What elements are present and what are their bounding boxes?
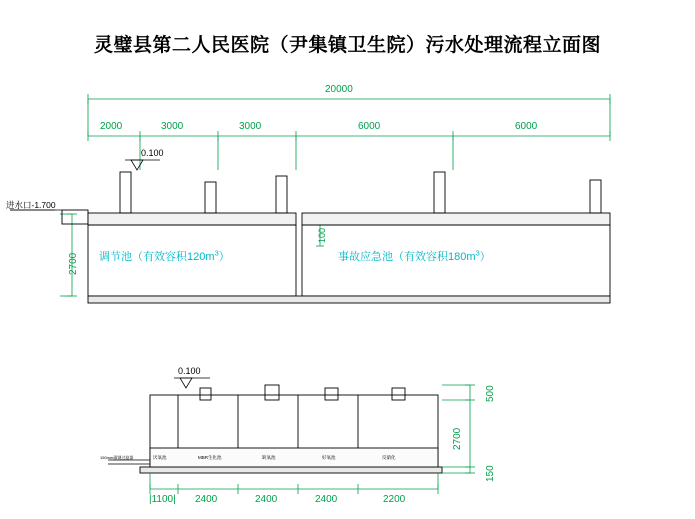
elevation-top-level-symbol [125, 160, 160, 170]
dim-seg-3: 3000 [239, 121, 262, 132]
lower-dim-4: 2200 [383, 494, 406, 505]
dim-wall-100: 100 [317, 227, 327, 243]
dim-seg-1: 2000 [100, 121, 123, 132]
lower-dim-0-text: 1100 [151, 494, 174, 505]
tank-label-emergency [338, 248, 491, 264]
tank-label-adjust-text: 调节池（有效容积120m [99, 251, 215, 263]
lower-vdim-500: 500 [485, 385, 496, 402]
lower-top-level-symbol [174, 378, 210, 388]
dim-seg-5: 6000 [515, 121, 538, 132]
elevation-dimension-lines [88, 94, 610, 170]
dim-seg-2: 3000 [161, 121, 184, 132]
lower-dim-3: 2400 [315, 494, 338, 505]
dim-depth-2700: 2700 [68, 252, 79, 275]
tank-label-emergency-end: ） [479, 251, 491, 263]
elevation-level-0100: 0.100 [141, 148, 164, 158]
inlet-level-label: 进水口-1.700 [6, 200, 56, 210]
tank-label-adjust-sup: 3 [214, 248, 219, 258]
tank-label-adjust-end: ） [218, 251, 230, 263]
elevation-structure [10, 172, 610, 303]
lower-vdim-2700: 2700 [452, 427, 463, 450]
page-title: 灵璧县第二人民医院（尹集镇卫生院）污水处理流程立面图 [93, 35, 601, 56]
cell-label-1: MBR生化池 [198, 455, 222, 460]
tank-label-adjust [99, 248, 230, 264]
dim-seg-4: 6000 [358, 121, 381, 132]
lower-dim-1: 2400 [195, 494, 218, 505]
pipe-note-label: 150mm碳钢过滤器 [100, 455, 134, 460]
lower-width-dims [150, 473, 438, 494]
tank-label-emergency-text: 事故应急池（有效容积180m [338, 251, 476, 263]
cell-label-4: 反硝化 [382, 455, 396, 460]
lower-dim-0: |1100| [149, 494, 176, 505]
dim-total-20000: 20000 [325, 84, 353, 95]
tank-label-emergency-sup: 3 [475, 248, 480, 258]
cell-label-2: 缺氧池 [262, 455, 276, 460]
lower-dim-2: 2400 [255, 494, 278, 505]
lower-vdim-150: 150 [485, 465, 496, 482]
cell-label-0: 厌氧池 [153, 455, 167, 460]
lower-level-0100: 0.100 [178, 366, 201, 376]
cell-label-3: 好氧池 [322, 455, 336, 460]
